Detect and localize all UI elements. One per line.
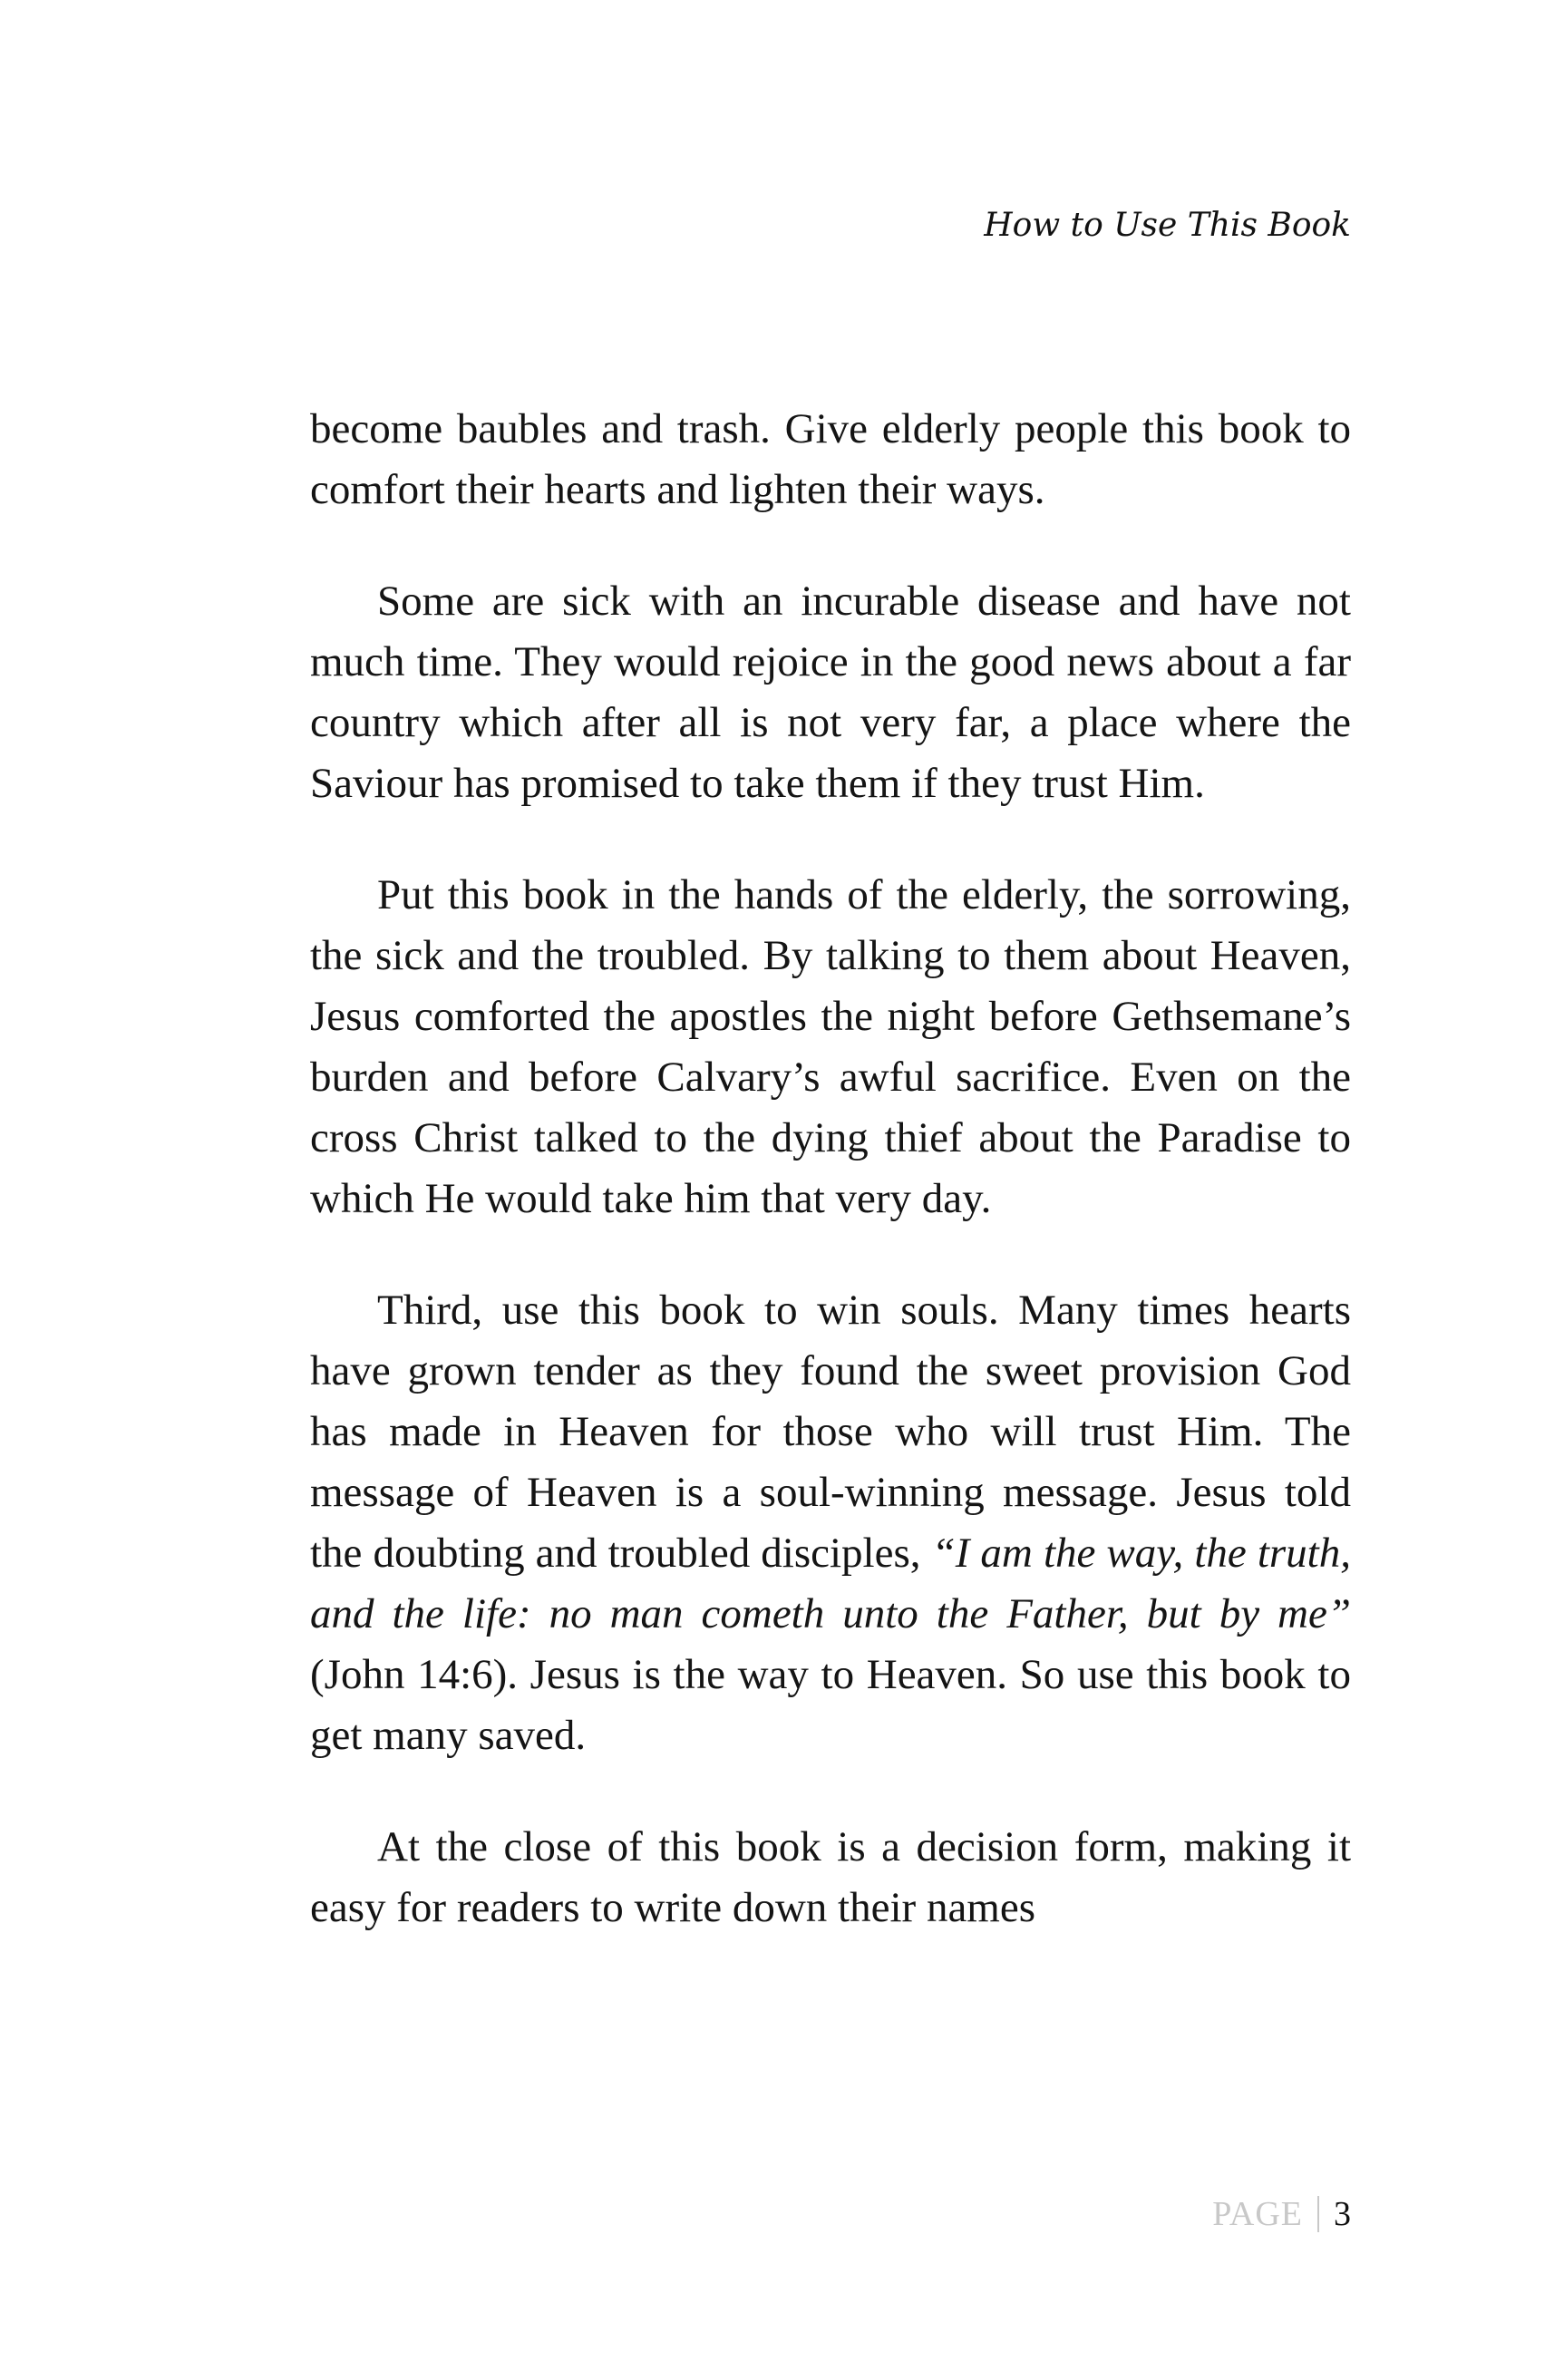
paragraph-4-outro: (John 14:6). Jesus is the way to Heaven. So use this book to get many saved. <box>310 1651 1351 1759</box>
running-head-title: How to Use This Book <box>984 207 1351 244</box>
folio-divider <box>1317 2196 1319 2232</box>
paragraph-4 <box>310 1280 1351 1766</box>
paragraph-2: Some are sick with an incurable disease and have not much time. They would rejoice in the good news about a far country which after all is not very far, a place where the Saviour has promised to take them if they trust Him. <box>310 578 1351 807</box>
paragraph-3: Put this book in the hands of the elderly, the sorrowing, the sick and the troubled. By talking to them about Heaven, Jesus comforted the apostles the night before Gethsemane’s burden and before Calvary’s awful sacrifice. Even on the cross Christ talked to the dying thief about the Paradise to which He would take him that very day. <box>310 871 1351 1222</box>
page-folio <box>1212 2194 1351 2234</box>
body-text <box>310 399 1351 1989</box>
paragraph-4-intro: Third, use this book to win souls. Many times hearts have grown tender as they found the sweet provision God has made in Heaven for those who will trust Him. The message of Heaven is a soul-winning message. Jesus told the doubting and troubled disciples, <box>310 1287 1351 1577</box>
page-number: 3 <box>1334 2195 1351 2233</box>
page-label: PAGE <box>1212 2195 1303 2233</box>
paragraph-5: At the close of this book is a decision form, making it easy for readers to write down their names <box>310 1823 1351 1931</box>
paragraph-1: become baubles and trash. Give elderly people this book to comfort their hearts and lighten their ways. <box>310 405 1351 513</box>
scripture-quote: “I am the way, the truth, and the life: no man cometh unto the Father, but by me” <box>310 1530 1351 1637</box>
